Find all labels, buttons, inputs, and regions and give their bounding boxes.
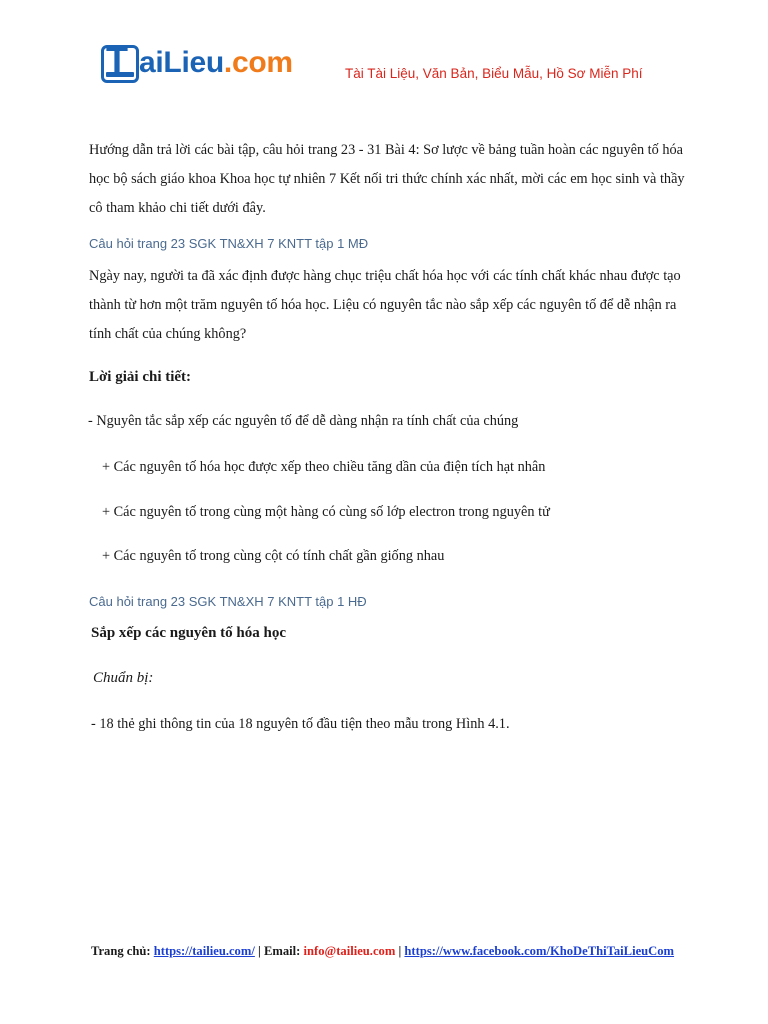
section1-heading: Câu hỏi trang 23 SGK TN&XH 7 KNTT tập 1 MĐ: [89, 236, 369, 251]
tailieu-logo[interactable]: [101, 39, 301, 88]
footer-email-label: Email:: [263, 944, 301, 958]
prepare-item: - 18 thẻ ghi thông tin của 18 nguyên tố đầu tiện theo mẫu trong Hình 4.1.: [91, 716, 510, 732]
answer-bullet-2: + Các nguyên tố trong cùng một hàng có cùng số lớp electron trong nguyên tử: [102, 504, 550, 520]
answer-line: - Nguyên tắc sắp xếp các nguyên tố để dễ dàng nhận ra tính chất của chúng: [88, 413, 519, 429]
footer-home-label: Trang chủ:: [91, 944, 151, 958]
page-header: [0, 0, 768, 100]
footer-home-link[interactable]: https://tailieu.com/: [153, 944, 255, 958]
footer-separator: |: [398, 944, 402, 958]
footer-email-link[interactable]: info@tailieu.com: [303, 944, 396, 958]
header-tagline: Tài Tài Liệu, Văn Bản, Biểu Mẫu, Hồ Sơ Miễn Phí: [345, 66, 643, 81]
logo-com: .com: [223, 46, 293, 79]
prepare-label: Chuẩn bị:: [93, 670, 154, 686]
logo-lieu: Lieu: [163, 46, 224, 79]
answer-title: Lời giải chi tiết:: [89, 369, 192, 385]
logo-ai: ai: [139, 46, 164, 79]
section2-heading: Câu hỏi trang 23 SGK TN&XH 7 KNTT tập 1 HĐ: [89, 594, 367, 609]
logo-wordmark: [139, 46, 293, 80]
footer-facebook-link[interactable]: https://www.facebook.com/KhoDeThiTaiLieuCom: [404, 944, 675, 958]
section1-question: Ngày nay, người ta đã xác định được hàng chục triệu chất hóa học với các tính chất khác nhau được tạo thành từ hơn một trăm nguyên tố hóa học. Liệu có nguyên tắc nào sắp xếp các nguyên tố để dễ nhận ra tính chất của chúng không?: [89, 268, 681, 342]
footer-separator: |: [258, 944, 261, 958]
intro-paragraph: Hướng dẫn trả lời các bài tập, câu hỏi trang 23 - 31 Bài 4: Sơ lược về bảng tuần hoàn các nguyên tố hóa học bộ sách giáo khoa Khoa học tự nhiên 7 Kết nối tri thức chính xác nhất, mời các em học sinh và thầy cô tham khảo chi tiết dưới đây.: [89, 142, 685, 216]
page-footer: [91, 944, 674, 959]
logo-letter-t: T: [106, 39, 128, 80]
section2-title: Sắp xếp các nguyên tố hóa học: [91, 625, 287, 641]
answer-bullet-3: + Các nguyên tố trong cùng cột có tính chất gần giống nhau: [102, 548, 445, 564]
answer-bullet-1: + Các nguyên tố hóa học được xếp theo chiều tăng dần của điện tích hạt nhân: [102, 459, 546, 475]
